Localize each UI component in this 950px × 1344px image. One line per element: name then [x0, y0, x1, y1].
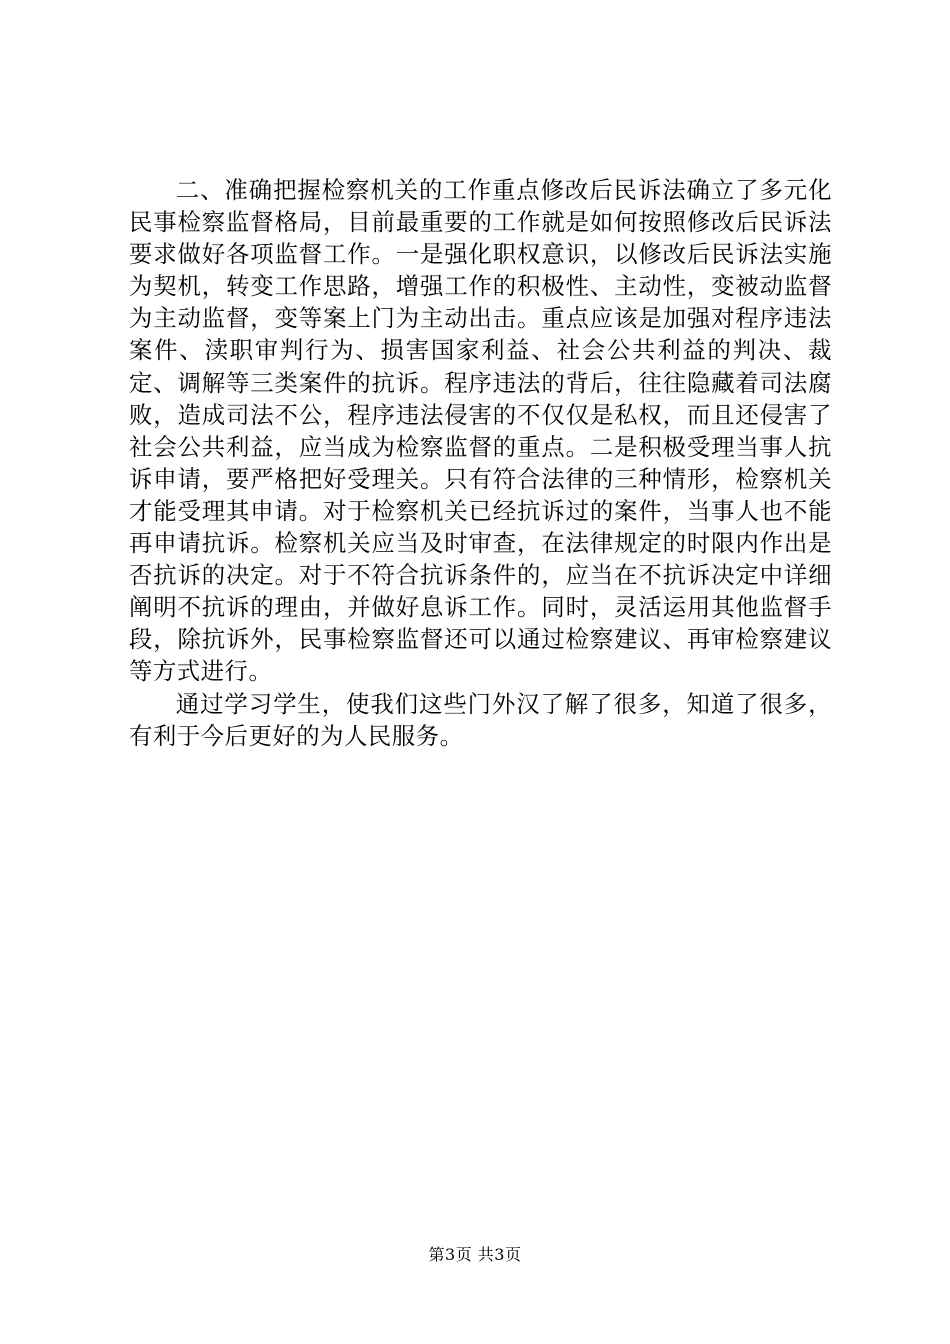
paragraph-1: 二、准确把握检察机关的工作重点修改后民诉法确立了多元化民事检察监督格局，目前最重要的工作就是如何按照修改后民诉法要求做好各项监督工作。一是强化职权意识，以修改后民诉法实施为契机，转变工作思路，增强工作的积极性、主动性，变被动监督为主动监督，变等案上门为主动出击。重点应该是加强对程序违法案件、渎职审判行为、损害国家利益、社会公共利益的判决、裁定、调解等三类案件的抗诉。程序违法的背后，往往隐藏着司法腐败，造成司法不公，程序违法侵害的不仅仅是私权，而且还侵害了社会公共利益，应当成为检察监督的重点。二是积极受理当事人抗诉申请，要严格把好受理关。只有符合法律的三种情形，检察机关才能受理其申请。对于检察机关已经抗诉过的案件，当事人也不能再申请抗诉。检察机关应当及时审查，在法律规定的时限内作出是否抗诉的决定。对于不符合抗诉条件的，应当在不抗诉决定中详细阐明不抗诉的理由，并做好息诉工作。同时，灵活运用其他监督手段，除抗诉外，民事检察监督还可以通过检察建议、再审检察建议等方式进行。 — [129, 176, 832, 686]
document-body — [129, 174, 832, 752]
page-footer: 第3页 共3页 — [428, 1245, 522, 1264]
paragraph-2: 通过学习学生，使我们这些门外汉了解了很多，知道了很多，有利于今后更好的为人民服务。 — [129, 689, 832, 750]
